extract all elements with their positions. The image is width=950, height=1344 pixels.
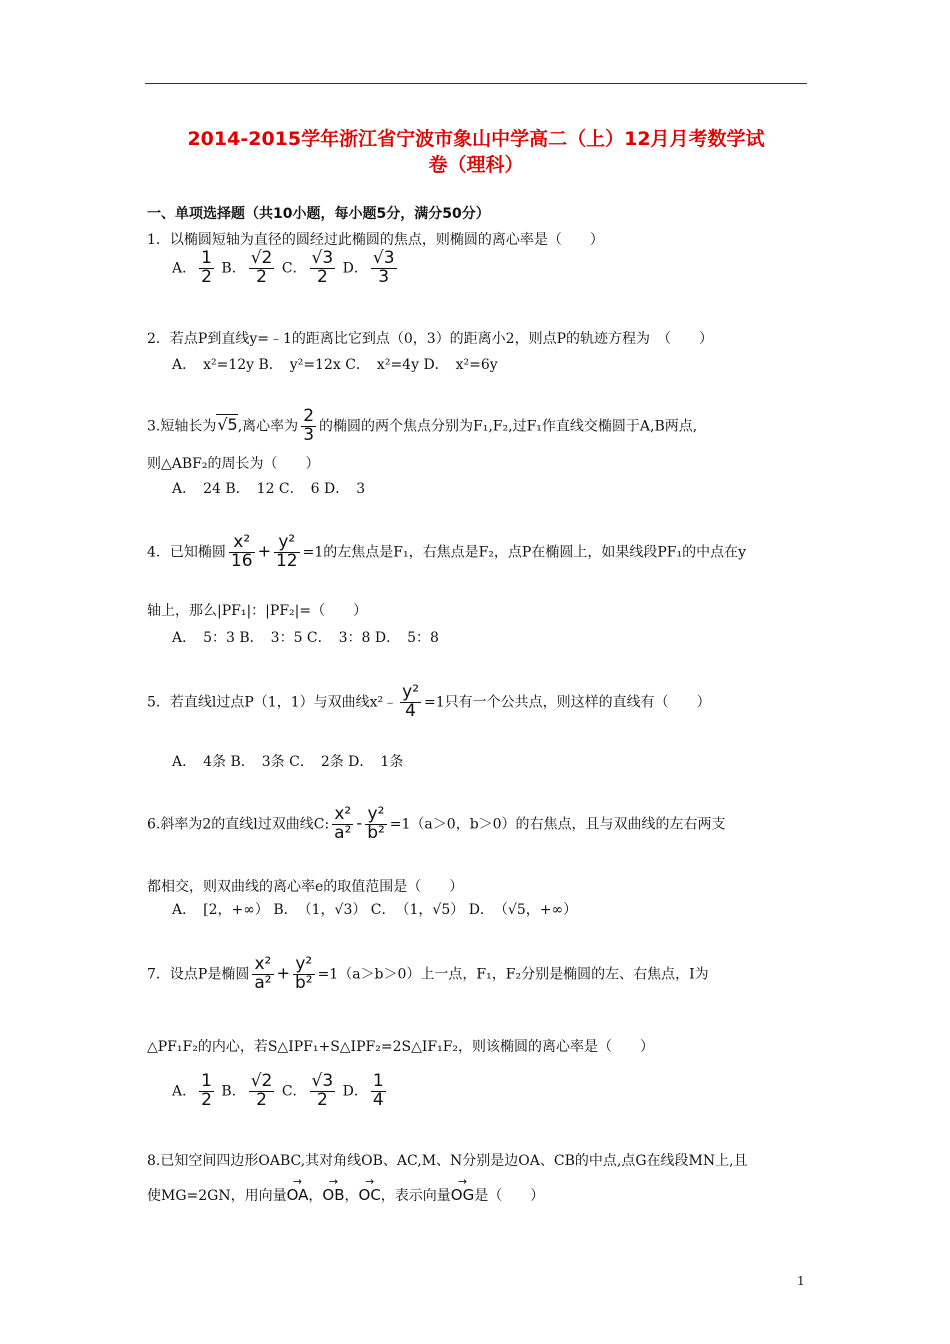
question-4-stem: 4．已知椭圆 $\frac{\text{x²}}{16}$ + $\frac{\text{y²}}{12}$ =1的左焦点是F₁，右焦点是F₂，点P在椭圆上，如果线段PF₁的中点在y	[147, 532, 746, 571]
question-1-stem: 1．以椭圆短轴为直径的圆经过此椭圆的焦点，则椭圆的离心率是（ ）	[147, 232, 604, 248]
question-5-options: A． 4条 B． 3条 C． 2条 D． 1条	[172, 754, 404, 770]
vector-oa: → OA	[287, 1186, 309, 1204]
frac-option-b: $\frac{√2}{2}$	[250, 248, 273, 287]
question-6-stem-line2: 都相交，则双曲线的离心率e的取值范围是（ ）	[147, 879, 464, 895]
question-3-options: A． 24 B． 12 C． 6 D． 3	[172, 481, 366, 497]
frac-option-d: $\frac{√3}{3}$	[372, 248, 395, 287]
frac-eccentricity: $\frac{2}{3}$	[303, 406, 315, 445]
header-rule	[145, 83, 807, 84]
frac-option-b: $\frac{√2}{2}$	[250, 1071, 273, 1110]
frac-option-a: $\frac{1}{2}$	[201, 1071, 212, 1110]
page-number: 1	[797, 1274, 805, 1288]
question-4-options: A． 5：3 B． 3：5 C． 3：8 D． 5：8	[172, 630, 439, 646]
vector-og: → OG	[451, 1186, 474, 1204]
question-7-stem: 7．设点P是椭圆 $\frac{\text{x²}}{\text{a²}}$ + $\frac{\text{y²}}{\text{b²}}$ =1（a＞b＞0）上一点，F₁，F₂分别是椭圆的左、右焦点，I为	[147, 954, 709, 993]
vector-ob: → OB	[322, 1186, 344, 1204]
question-2-stem: 2．若点P到直线y=﹣1的距离比它到点（0，3）的距离小2，则点P的轨迹方程为 （ ）	[147, 331, 714, 347]
question-4-stem-line2: 轴上，那么|PF₁|：|PF₂|=（ ）	[147, 603, 368, 619]
frac-option-c: $\frac{√3}{2}$	[311, 1071, 334, 1110]
frac-y2-b2: $\frac{\text{y²}}{\text{b²}}$	[294, 954, 313, 993]
question-8-stem-line2: 使MG=2GN，用向量→ OA，→ OB，→ OC，表示向量→ OG是（ ）	[147, 1185, 544, 1205]
frac-option-a: $\frac{1}{2}$	[201, 248, 212, 287]
frac-y2-4: $\frac{\text{y²}}{4}$	[402, 682, 420, 721]
question-5-stem: 5．若直线l过点P（1，1）与双曲线x²﹣ $\frac{\text{y²}}{4}$ =1只有一个公共点，则这样的直线有（ ）	[147, 682, 711, 721]
frac-x2-a2: $\frac{\text{x²}}{\text{a²}}$	[254, 954, 272, 993]
question-7-options: A． $\frac{1}{2}$ B． $\frac{√2}{2}$ C． $\frac{√3}{2}$ D． $\frac{1}{4}$	[172, 1071, 384, 1110]
question-6-stem: 6.斜率为2的直线l过双曲线C: $\frac{\text{x²}}{\text{a²}}$ - $\frac{\text{y²}}{\text{b²}}$ =1（a＞0，b＞0）的右焦点，且与双曲线的左右两支	[147, 804, 726, 843]
page-title-line1: 2014-2015学年浙江省宁波市象山中学高二（上）12月月考数学试	[187, 128, 765, 150]
question-3-stem-line2: 则△ABF₂的周长为（ ）	[147, 456, 320, 472]
sqrt-five: √5	[217, 415, 238, 435]
question-2-options: A． x²=12y B． y²=12x C． x²=4y D． x²=6y	[172, 357, 498, 373]
question-1-options: A． $\frac{1}{2}$ B． $\frac{√2}{2}$ C． $\frac{√3}{2}$ D． $\frac{√3}{3}$	[172, 248, 395, 287]
frac-x2-a2: $\frac{\text{x²}}{\text{a²}}$	[334, 804, 352, 843]
question-8-stem: 8.已知空间四边形OABC,其对角线OB、AC,M、N分别是边OA、CB的中点,点G在线段MN上,且	[147, 1153, 748, 1169]
frac-y2-b2: $\frac{\text{y²}}{\text{b²}}$	[367, 804, 385, 843]
page-title-line2: 卷（理科）	[428, 154, 524, 176]
frac-option-c: $\frac{√3}{2}$	[311, 248, 334, 287]
section-heading: 一、单项选择题（共10小题，每小题5分，满分50分）	[147, 206, 490, 222]
question-3-stem: 3.短轴长为√5,离心率为 $\frac{2}{3}$ 的椭圆的两个焦点分别为F₁,F₂,过F₁作直线交椭圆于A,B两点,	[147, 406, 698, 445]
frac-option-d: $\frac{1}{4}$	[372, 1071, 384, 1110]
vector-oc: → OC	[359, 1186, 381, 1204]
question-7-stem-line2: △PF₁F₂的内心，若S△IPF₁+S△IPF₂=2S△IF₁F₂，则该椭圆的离心率是（ ）	[147, 1039, 655, 1055]
question-6-options: A． [2，+∞） B． （1，√3） C． （1，√5） D． （√5，+∞）	[172, 902, 578, 918]
frac-x2-16: $\frac{\text{x²}}{16}$	[230, 532, 253, 571]
frac-y2-12: $\frac{\text{y²}}{12}$	[275, 532, 298, 571]
